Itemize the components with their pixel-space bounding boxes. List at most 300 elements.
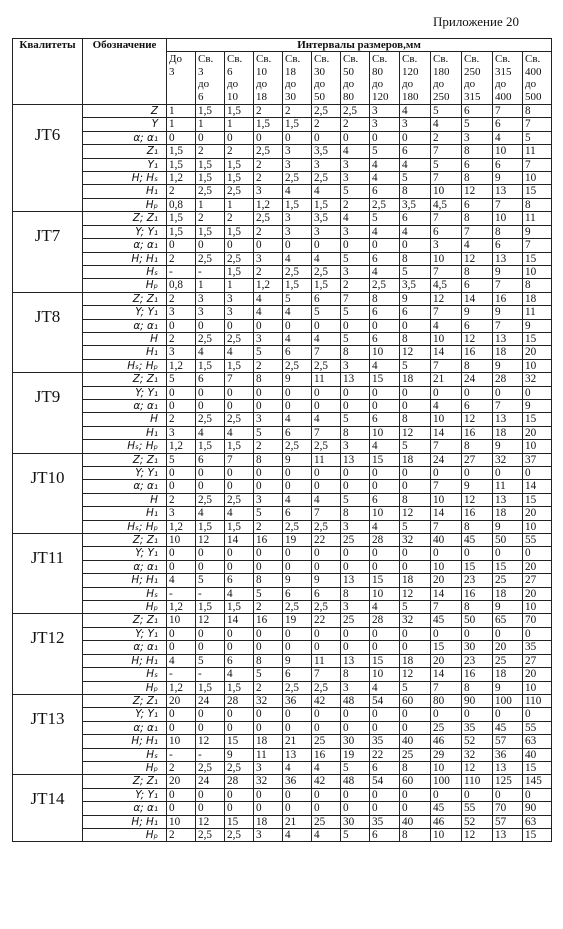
value-cell: 3 xyxy=(254,761,283,774)
value-cell: 7 xyxy=(431,601,462,614)
value-cell: 5 xyxy=(167,453,196,466)
value-cell: 2 xyxy=(254,225,283,238)
designation-cell: α; α₁ xyxy=(83,560,167,573)
value-cell: 1,2 xyxy=(167,359,196,372)
value-cell: 8 xyxy=(400,185,431,198)
value-cell: 4 xyxy=(370,440,400,453)
designation-cell: H xyxy=(83,493,167,506)
value-cell: 5 xyxy=(254,507,283,520)
value-cell: 7 xyxy=(431,440,462,453)
value-cell: 0 xyxy=(341,641,370,654)
value-cell: 28 xyxy=(370,534,400,547)
value-cell: 0 xyxy=(312,467,341,480)
value-cell: 1 xyxy=(225,118,254,131)
value-cell: 15 xyxy=(523,761,552,774)
value-cell: 4 xyxy=(167,654,196,667)
range-header-line: 315 xyxy=(464,90,481,103)
value-cell: 16 xyxy=(462,426,493,439)
value-cell: 0 xyxy=(167,802,196,815)
value-cell: 7 xyxy=(493,399,523,412)
value-cell: - xyxy=(196,748,225,761)
qualitet-cell: JT7 xyxy=(13,212,83,292)
value-cell: 18 xyxy=(493,346,523,359)
value-cell: 35 xyxy=(462,721,493,734)
value-cell: 2,5 xyxy=(196,493,225,506)
table-row xyxy=(13,520,552,533)
value-cell: 5 xyxy=(400,440,431,453)
value-cell: 0 xyxy=(462,547,493,560)
value-cell: 3 xyxy=(225,292,254,305)
value-cell: 5 xyxy=(196,574,225,587)
value-cell: 0 xyxy=(225,386,254,399)
value-cell: 1 xyxy=(167,105,196,118)
value-cell: 5 xyxy=(400,601,431,614)
value-cell: 30 xyxy=(341,735,370,748)
value-cell: 15 xyxy=(523,185,552,198)
value-cell: 3,5 xyxy=(400,198,431,211)
value-cell: 18 xyxy=(493,507,523,520)
value-cell: 5 xyxy=(341,828,370,841)
range-header-cell xyxy=(431,52,462,105)
value-cell: 3 xyxy=(196,292,225,305)
value-cell: 20 xyxy=(431,574,462,587)
value-cell: 90 xyxy=(462,694,493,707)
value-cell: 0 xyxy=(225,721,254,734)
value-cell: 0 xyxy=(523,386,552,399)
table-row xyxy=(13,265,552,278)
range-header-cell xyxy=(523,52,552,105)
value-cell: 0 xyxy=(312,239,341,252)
value-cell: 1 xyxy=(196,118,225,131)
value-cell: 48 xyxy=(341,694,370,707)
value-cell: 7 xyxy=(493,279,523,292)
value-cell: 16 xyxy=(493,292,523,305)
value-cell: 7 xyxy=(431,359,462,372)
value-cell: 10 xyxy=(431,332,462,345)
value-cell: 0 xyxy=(312,802,341,815)
value-cell: 0 xyxy=(431,467,462,480)
value-cell: 2,5 xyxy=(196,332,225,345)
value-cell: 2,5 xyxy=(196,761,225,774)
value-cell: 8 xyxy=(462,681,493,694)
value-cell: 9 xyxy=(493,681,523,694)
range-header-line: 10 xyxy=(227,90,238,103)
value-cell: 8 xyxy=(462,265,493,278)
value-cell: 9 xyxy=(225,748,254,761)
value-cell: 4 xyxy=(312,252,341,265)
value-cell: 5 xyxy=(196,654,225,667)
value-cell: 3,5 xyxy=(312,212,341,225)
value-cell: 8 xyxy=(462,212,493,225)
value-cell: 23 xyxy=(462,654,493,667)
designation-cell: H; Hₛ xyxy=(83,172,167,185)
value-cell: 1,5 xyxy=(225,105,254,118)
value-cell: 10 xyxy=(370,346,400,359)
value-cell: 25 xyxy=(312,815,341,828)
value-cell: 2,5 xyxy=(283,601,312,614)
value-cell: 32 xyxy=(400,614,431,627)
value-cell: 12 xyxy=(462,332,493,345)
value-cell: 60 xyxy=(400,775,431,788)
table-row xyxy=(13,507,552,520)
value-cell: 1,2 xyxy=(167,601,196,614)
range-header-line: Св. xyxy=(402,53,418,66)
value-cell: 8 xyxy=(254,654,283,667)
designation-cell: Y; Y₁ xyxy=(83,386,167,399)
value-cell: 4 xyxy=(167,574,196,587)
range-header-line: Св. xyxy=(198,53,214,66)
range-header-cell xyxy=(462,52,493,105)
value-cell: 0 xyxy=(167,627,196,640)
designation-cell: Hₛ xyxy=(83,265,167,278)
value-cell: 65 xyxy=(493,614,523,627)
value-cell: 9 xyxy=(462,306,493,319)
range-header-line: Св. xyxy=(343,53,359,66)
table-row xyxy=(13,748,552,761)
value-cell: 2,5 xyxy=(312,681,341,694)
value-cell: 7 xyxy=(225,373,254,386)
value-cell: 1,5 xyxy=(225,265,254,278)
value-cell: 2 xyxy=(167,252,196,265)
value-cell: 3 xyxy=(341,359,370,372)
value-cell: 18 xyxy=(400,654,431,667)
designation-cell: Y₁ xyxy=(83,158,167,171)
value-cell: 4 xyxy=(312,332,341,345)
value-cell: 14 xyxy=(431,668,462,681)
value-cell: 15 xyxy=(523,828,552,841)
designation-cell: Z; Z₁ xyxy=(83,453,167,466)
value-cell: 13 xyxy=(341,373,370,386)
value-cell: - xyxy=(167,265,196,278)
value-cell: 5 xyxy=(312,306,341,319)
value-cell: 55 xyxy=(523,534,552,547)
value-cell: 1,5 xyxy=(196,225,225,238)
tolerance-table xyxy=(12,38,552,842)
value-cell: 11 xyxy=(523,306,552,319)
value-cell: 7 xyxy=(493,105,523,118)
table-row xyxy=(13,627,552,640)
value-cell: 8 xyxy=(341,668,370,681)
value-cell: 2 xyxy=(167,761,196,774)
value-cell: 32 xyxy=(254,775,283,788)
designation-cell: Hₚ xyxy=(83,279,167,292)
value-cell: 0 xyxy=(312,319,341,332)
range-header-cell xyxy=(196,52,225,105)
value-cell: 0 xyxy=(431,547,462,560)
value-cell: 14 xyxy=(462,292,493,305)
value-cell: 0 xyxy=(196,802,225,815)
value-cell: 3 xyxy=(341,172,370,185)
value-cell: 22 xyxy=(370,748,400,761)
value-cell: 1,2 xyxy=(167,172,196,185)
value-cell: 10 xyxy=(493,212,523,225)
table-row xyxy=(13,641,552,654)
value-cell: 8 xyxy=(254,373,283,386)
value-cell: 12 xyxy=(400,668,431,681)
value-cell: 60 xyxy=(400,694,431,707)
value-cell: 8 xyxy=(254,574,283,587)
range-header-line: до xyxy=(198,78,210,91)
value-cell: 25 xyxy=(341,534,370,547)
value-cell: 0 xyxy=(225,239,254,252)
value-cell: 27 xyxy=(523,574,552,587)
value-cell: 10 xyxy=(523,520,552,533)
value-cell: 10 xyxy=(493,145,523,158)
value-cell: 16 xyxy=(462,346,493,359)
value-cell: 7 xyxy=(431,145,462,158)
value-cell: 2 xyxy=(254,520,283,533)
value-cell: 2,5 xyxy=(312,105,341,118)
value-cell: 0 xyxy=(370,480,400,493)
value-cell: 0 xyxy=(400,399,431,412)
value-cell: 1,5 xyxy=(167,225,196,238)
value-cell: 1,5 xyxy=(312,279,341,292)
range-header-line xyxy=(169,78,193,90)
range-header-line: Св. xyxy=(525,53,541,66)
value-cell: 6 xyxy=(370,185,400,198)
value-cell: 5 xyxy=(400,520,431,533)
value-cell: 4,5 xyxy=(431,279,462,292)
value-cell: 9 xyxy=(493,520,523,533)
value-cell: 3 xyxy=(312,225,341,238)
table-row xyxy=(13,467,552,480)
value-cell: 10 xyxy=(370,587,400,600)
value-cell: 46 xyxy=(431,735,462,748)
range-header-line: Св. xyxy=(314,53,330,66)
value-cell: 1,5 xyxy=(167,158,196,171)
value-cell: 6 xyxy=(283,587,312,600)
value-cell: 5 xyxy=(254,668,283,681)
value-cell: 0 xyxy=(341,721,370,734)
value-cell: 0 xyxy=(400,802,431,815)
table-row xyxy=(13,279,552,292)
header-intervals: Интервалы размеров,мм xyxy=(167,39,552,52)
value-cell: 15 xyxy=(523,252,552,265)
value-cell: 9 xyxy=(493,601,523,614)
designation-cell: Y; Y₁ xyxy=(83,627,167,640)
value-cell: 8 xyxy=(341,507,370,520)
value-cell: 0 xyxy=(283,480,312,493)
value-cell: 8 xyxy=(462,440,493,453)
range-header-line: 6 xyxy=(198,90,204,103)
value-cell: 6 xyxy=(225,654,254,667)
value-cell: 15 xyxy=(462,560,493,573)
value-cell: 8 xyxy=(400,252,431,265)
value-cell: 0 xyxy=(312,560,341,573)
value-cell: 8 xyxy=(400,828,431,841)
value-cell: 9 xyxy=(462,480,493,493)
value-cell: 6 xyxy=(370,332,400,345)
designation-cell: Hₛ; Hₚ xyxy=(83,359,167,372)
value-cell: 4 xyxy=(283,413,312,426)
value-cell: 2 xyxy=(312,118,341,131)
value-cell: 0 xyxy=(493,547,523,560)
value-cell: 2,5 xyxy=(312,520,341,533)
value-cell: 3 xyxy=(462,131,493,144)
value-cell: 3 xyxy=(167,507,196,520)
value-cell: 6 xyxy=(370,306,400,319)
value-cell: 0 xyxy=(225,802,254,815)
range-header-line: 500 xyxy=(525,90,542,103)
value-cell: 2,5 xyxy=(283,520,312,533)
value-cell: 8 xyxy=(341,426,370,439)
value-cell: 36 xyxy=(283,694,312,707)
value-cell: 4 xyxy=(370,172,400,185)
range-header-line: Св. xyxy=(256,53,272,66)
value-cell: 0 xyxy=(254,467,283,480)
value-cell: 10 xyxy=(523,681,552,694)
value-cell: 9 xyxy=(523,225,552,238)
designation-cell: H xyxy=(83,332,167,345)
value-cell: 1,5 xyxy=(225,359,254,372)
value-cell: 5 xyxy=(341,306,370,319)
value-cell: 0 xyxy=(462,386,493,399)
value-cell: 13 xyxy=(341,574,370,587)
value-cell: 7 xyxy=(312,346,341,359)
value-cell: 48 xyxy=(341,775,370,788)
value-cell: 13 xyxy=(493,185,523,198)
designation-cell: Hₚ xyxy=(83,601,167,614)
value-cell: 7 xyxy=(341,292,370,305)
qualitet-cell: JT8 xyxy=(13,292,83,372)
value-cell: 8 xyxy=(370,292,400,305)
value-cell: 2,5 xyxy=(225,413,254,426)
value-cell: 7 xyxy=(493,198,523,211)
value-cell: 8 xyxy=(523,198,552,211)
value-cell: 0 xyxy=(312,480,341,493)
value-cell: 0 xyxy=(254,802,283,815)
value-cell: 40 xyxy=(431,534,462,547)
value-cell: 45 xyxy=(493,721,523,734)
value-cell: 5 xyxy=(523,131,552,144)
value-cell: 28 xyxy=(225,694,254,707)
value-cell: 0 xyxy=(462,627,493,640)
value-cell: 10 xyxy=(431,252,462,265)
value-cell: 9 xyxy=(400,292,431,305)
table-row xyxy=(13,292,552,305)
value-cell: 22 xyxy=(312,614,341,627)
table-row xyxy=(13,212,552,225)
value-cell: 36 xyxy=(493,748,523,761)
value-cell: 0 xyxy=(283,708,312,721)
value-cell: 9 xyxy=(523,399,552,412)
table-row xyxy=(13,828,552,841)
value-cell: 4 xyxy=(225,668,254,681)
value-cell: 7 xyxy=(523,239,552,252)
designation-cell: H₁ xyxy=(83,507,167,520)
designation-cell: Hₛ xyxy=(83,668,167,681)
value-cell: 8 xyxy=(462,520,493,533)
value-cell: 0 xyxy=(370,386,400,399)
table-row xyxy=(13,668,552,681)
value-cell: 12 xyxy=(400,426,431,439)
value-cell: 2 xyxy=(196,212,225,225)
value-cell: 1,5 xyxy=(225,520,254,533)
value-cell: 0 xyxy=(283,641,312,654)
value-cell: 11 xyxy=(312,654,341,667)
value-cell: 11 xyxy=(493,480,523,493)
value-cell: 6 xyxy=(462,399,493,412)
value-cell: 2,5 xyxy=(196,252,225,265)
value-cell: 5 xyxy=(283,292,312,305)
value-cell: 4 xyxy=(225,426,254,439)
value-cell: 0 xyxy=(225,627,254,640)
value-cell: 6 xyxy=(400,145,431,158)
designation-cell: H; H₁ xyxy=(83,654,167,667)
value-cell: 0 xyxy=(254,721,283,734)
value-cell: 5 xyxy=(341,332,370,345)
table-row xyxy=(13,225,552,238)
value-cell: 52 xyxy=(462,815,493,828)
value-cell: 63 xyxy=(523,735,552,748)
value-cell: 6 xyxy=(283,507,312,520)
header-designation: Обозначение xyxy=(83,39,167,105)
qualitet-cell: JT11 xyxy=(13,534,83,614)
value-cell: 6 xyxy=(312,292,341,305)
value-cell: 0 xyxy=(167,131,196,144)
value-cell: 1,5 xyxy=(196,105,225,118)
value-cell: 0 xyxy=(341,627,370,640)
value-cell: 1,5 xyxy=(283,198,312,211)
value-cell: 6 xyxy=(283,426,312,439)
value-cell: 0 xyxy=(312,641,341,654)
value-cell: 2,5 xyxy=(196,185,225,198)
designation-cell: H xyxy=(83,413,167,426)
table-row xyxy=(13,319,552,332)
value-cell: 10 xyxy=(523,172,552,185)
designation-cell: Y; Y₁ xyxy=(83,547,167,560)
value-cell: 0 xyxy=(312,386,341,399)
table-row xyxy=(13,239,552,252)
designation-cell: Hₚ xyxy=(83,761,167,774)
value-cell: 0 xyxy=(254,131,283,144)
designation-cell: Y xyxy=(83,118,167,131)
value-cell: 6 xyxy=(370,413,400,426)
value-cell: 0 xyxy=(254,386,283,399)
value-cell: 21 xyxy=(283,735,312,748)
value-cell: 0 xyxy=(493,386,523,399)
value-cell: 24 xyxy=(431,453,462,466)
table-row xyxy=(13,815,552,828)
value-cell: 3,5 xyxy=(400,279,431,292)
value-cell: 4 xyxy=(196,426,225,439)
value-cell: 3 xyxy=(283,212,312,225)
value-cell: 55 xyxy=(523,721,552,734)
value-cell: 0 xyxy=(167,788,196,801)
value-cell: 2,5 xyxy=(225,252,254,265)
range-header-line: 6 xyxy=(227,65,233,78)
value-cell: 15 xyxy=(523,493,552,506)
value-cell: 4 xyxy=(312,493,341,506)
range-header-line: Св. xyxy=(372,53,388,66)
range-header-line: 3 xyxy=(169,65,175,78)
value-cell: 0 xyxy=(370,399,400,412)
value-cell: 1,2 xyxy=(254,279,283,292)
value-cell: 8 xyxy=(462,145,493,158)
range-header-line: 315 xyxy=(495,65,512,78)
value-cell: 13 xyxy=(493,761,523,774)
value-cell: 8 xyxy=(400,493,431,506)
value-cell: 0 xyxy=(167,721,196,734)
value-cell: 0 xyxy=(225,788,254,801)
range-header-line: до xyxy=(285,78,297,91)
value-cell: 1,5 xyxy=(225,681,254,694)
table-body xyxy=(13,105,552,842)
value-cell: 3 xyxy=(341,440,370,453)
table-row xyxy=(13,681,552,694)
value-cell: 6 xyxy=(462,105,493,118)
value-cell: 0 xyxy=(196,788,225,801)
